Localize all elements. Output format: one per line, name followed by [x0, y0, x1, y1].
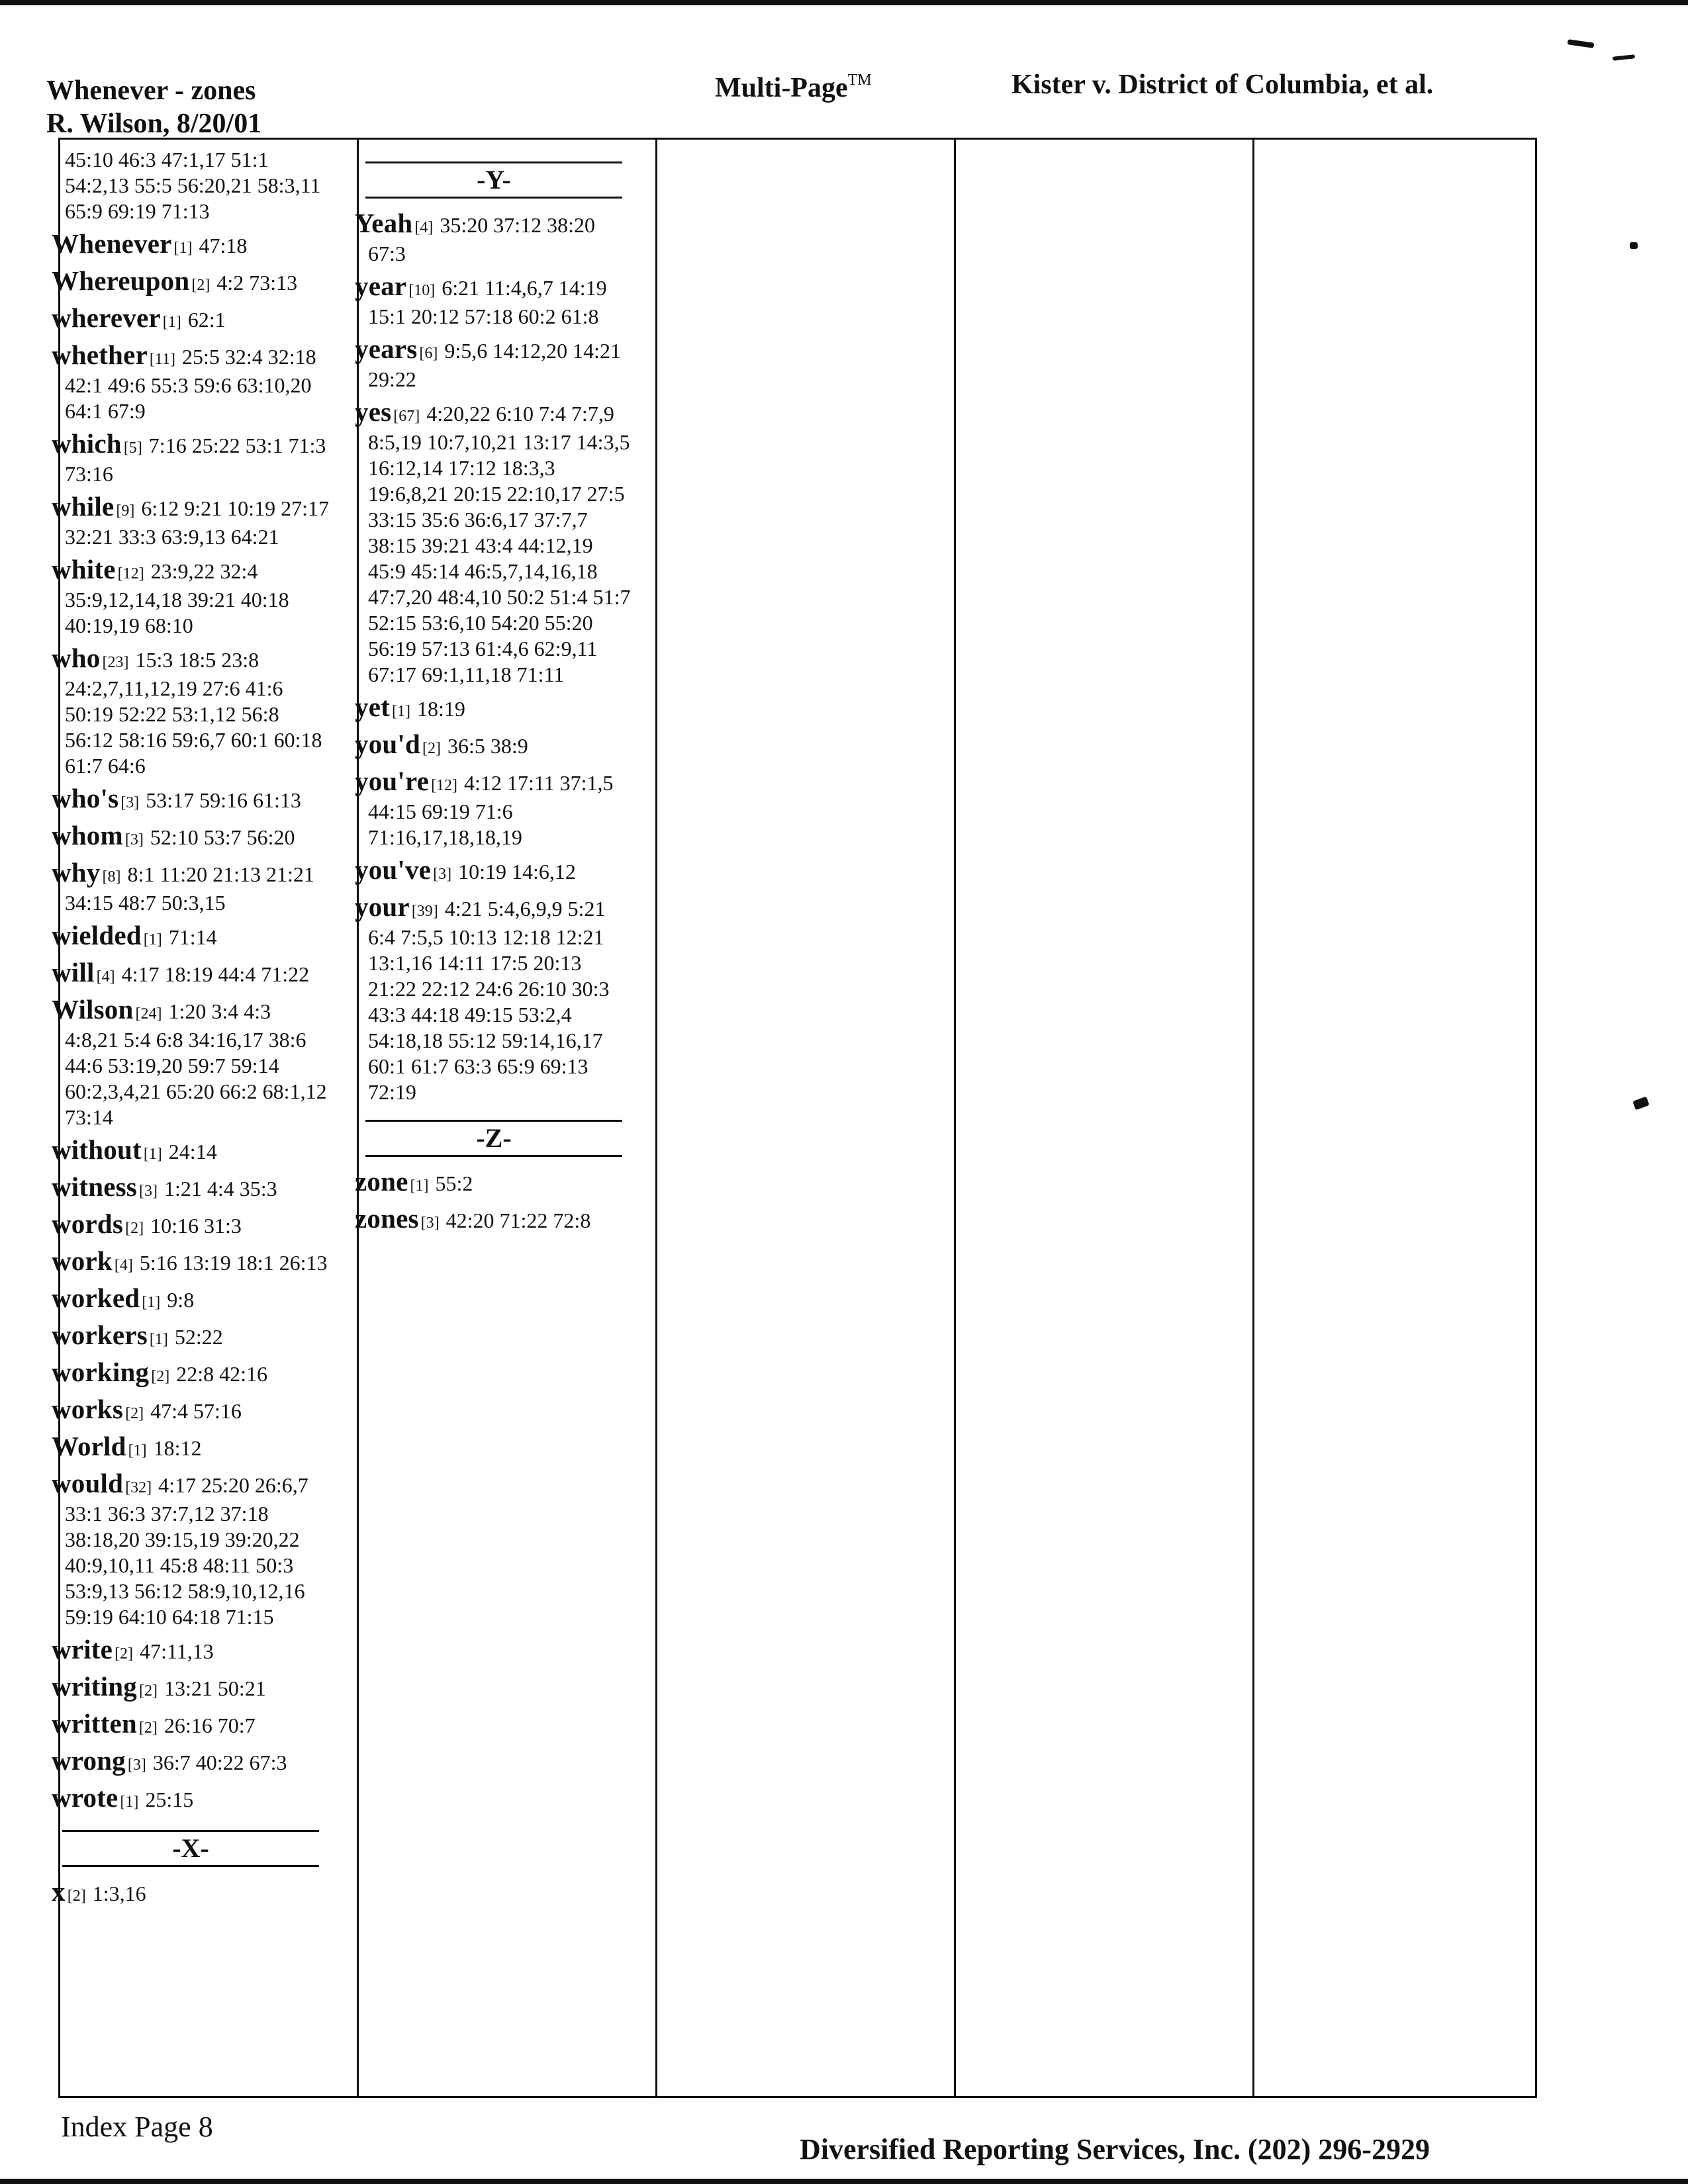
page-line-refs: 25:5 32:4 32:18 42:1 49:6 55:3 59:6 63:10,20 64:1 67:9 [65, 345, 316, 423]
occurrence-count: [4] [114, 1257, 133, 1274]
column-divider [1252, 138, 1254, 2098]
index-term: who's [52, 783, 119, 813]
index-page-number: Index Page 8 [61, 2111, 213, 2143]
index-entry [355, 1203, 633, 1236]
index-entry [52, 857, 330, 916]
index-entry [52, 1359, 330, 1390]
occurrence-count: [1] [120, 1794, 139, 1811]
occurrence-count: [1] [143, 1146, 162, 1163]
index-entry [355, 731, 633, 762]
page-line-refs: 4:21 5:4,6,9,9 5:21 6:4 7:5,5 10:13 12:18 12:21 13:1,16 14:11 17:5 20:13 21:22 22:12 24:6 26:10 30:3 43:3 44:18 49:15 53:2,4 54:18,18 55:12 59:14,16,17 60:1 61:7 63:3 65:9 69:13 72:19 [368, 897, 610, 1104]
reporting-company: Diversified Reporting Services, Inc. (202) 296-2929 [800, 2133, 1430, 2165]
index-term: wrote [52, 1782, 118, 1813]
scan-speck [1630, 242, 1638, 249]
index-range: Whenever - zones [46, 75, 256, 106]
page-line-refs: 55:2 [435, 1171, 473, 1195]
section-rule [62, 1865, 319, 1867]
index-term: would [52, 1468, 124, 1498]
occurrence-count: [1] [142, 1294, 161, 1311]
page-line-refs: 9:8 [167, 1288, 195, 1312]
occurrence-count: [3] [120, 794, 140, 811]
index-entry [355, 1166, 633, 1199]
index-entry [52, 1782, 330, 1815]
index-term: why [52, 857, 101, 887]
scan-speck [1568, 39, 1595, 48]
index-term: Whereupon [52, 265, 190, 296]
index-term: wherever [52, 302, 161, 333]
scan-top-edge [0, 0, 1688, 5]
index-term: witness [52, 1171, 137, 1202]
index-term: wielded [52, 920, 142, 950]
index-entry [52, 342, 330, 424]
index-term: writing [52, 1671, 137, 1702]
index-entry [355, 854, 633, 887]
index-entry [52, 920, 330, 953]
page-line-refs: 1:21 4:4 35:3 [164, 1177, 277, 1201]
index-term: wrong [52, 1745, 126, 1776]
occurrence-count: [8] [102, 868, 121, 886]
occurrence-count: [1] [391, 703, 410, 720]
index-term: which [52, 428, 122, 459]
occurrence-count: [23] [102, 654, 129, 671]
index-entry [52, 147, 330, 224]
index-entry [52, 491, 330, 550]
index-term: whether [52, 340, 148, 370]
page-line-refs: 36:5 38:9 [447, 734, 528, 758]
section-letter: -Y- [477, 165, 511, 195]
section-divider [62, 1830, 319, 1867]
page-line-refs: 13:21 50:21 [164, 1676, 266, 1700]
index-term: written [52, 1708, 137, 1739]
page-line-refs: 71:14 [168, 925, 217, 949]
occurrence-count: [4] [96, 968, 115, 985]
index-term: Whenever [52, 228, 172, 259]
occurrence-count: [39] [411, 903, 438, 920]
index-entry [52, 1134, 330, 1167]
page-line-refs: 4:12 17:11 37:1,5 44:15 69:19 71:6 71:16,17,18,18,19 [368, 771, 614, 849]
page-line-refs: 24:14 [168, 1140, 217, 1163]
page-line-refs: 62:1 [187, 308, 226, 332]
index-entry [52, 1171, 330, 1205]
index-entry [52, 1208, 330, 1242]
occurrence-count: [2] [138, 1719, 158, 1737]
column-divider [954, 138, 956, 2098]
page-line-refs: 53:17 59:16 61:13 [146, 788, 301, 812]
occurrence-count: [5] [123, 439, 142, 457]
index-term: yet [355, 692, 390, 722]
page-line-refs: 47:11,13 [140, 1639, 214, 1663]
page-line-refs: 4:20,22 6:10 7:4 7:7,9 8:5,19 10:7,10,21 13:17 14:3,5 16:12,14 17:12 18:3,3 19:6,8,21 20:15 22:10,17 27:5 33:15 35:6 36:6,17 37:7,7 38:15 39:21 43:4 44:12,19 45:9 45:14 46:5,7,14,16,18 47:7,20 48:4,10 50:2 51:4 51:7 52:15 53:6,10 54:20 55:20 56:19 57:13 61:4,6 62:9,11 67:17 69:1,11,18 71:11 [368, 402, 631, 686]
occurrence-count: [1] [149, 1331, 168, 1348]
index-entry [52, 1745, 330, 1778]
index-entry [52, 1671, 330, 1704]
page-line-refs: 36:7 40:22 67:3 [152, 1751, 287, 1774]
page-line-refs: 4:17 25:20 26:6,7 33:1 36:3 37:7,12 37:18 38:18,20 39:15,19 39:20,22 40:9,10,11 45:8 48:11 50:3 53:9,13 56:12 58:9,10,12,16 59:19 64:10 64:18 71:15 [65, 1473, 308, 1629]
page-line-refs: 52:10 53:7 56:20 [150, 825, 295, 849]
index-term: white [52, 554, 116, 584]
page-line-refs: 47:4 57:16 [150, 1399, 242, 1423]
page-line-refs: 35:20 37:12 38:20 67:3 [368, 213, 596, 265]
page-line-refs: 22:8 42:16 [176, 1362, 267, 1386]
page-line-refs: 23:9,22 32:4 35:9,12,14,18 39:21 40:18 40:19,19 68:10 [65, 559, 289, 637]
index-entry [52, 1396, 330, 1427]
page-line-refs: 15:3 18:5 23:8 24:2,7,11,12,19 27:6 41:6 50:19 52:22 53:1,12 56:8 56:12 58:16 59:6,7 60:1 60:18 61:7 64:6 [65, 648, 322, 778]
occurrence-count: [4] [414, 219, 434, 236]
index-entry [355, 396, 633, 688]
index-term: working [52, 1357, 150, 1387]
index-column-1 [52, 147, 330, 1916]
deponent-date: R. Wilson, 8/20/01 [46, 109, 262, 139]
index-entry [52, 994, 330, 1130]
index-entry [52, 554, 330, 639]
index-term: worked [52, 1283, 140, 1313]
column-divider [655, 138, 657, 2098]
page-line-refs: 42:20 71:22 72:8 [445, 1208, 591, 1232]
index-term: works [52, 1394, 124, 1424]
occurrence-count: [2] [125, 1405, 144, 1422]
page-line-refs: 18:19 [416, 697, 465, 721]
index-term: will [52, 957, 95, 987]
index-column-2 [355, 147, 633, 1243]
occurrence-count: [12] [431, 777, 458, 794]
case-caption: Kister v. District of Columbia, et al. [1011, 69, 1434, 100]
page-line-refs: 7:16 25:22 53:1 71:3 73:16 [65, 433, 326, 486]
index-term: Yeah [355, 208, 413, 238]
occurrence-count: [1] [162, 314, 181, 331]
index-term: World [52, 1431, 126, 1461]
occurrence-count: [1] [128, 1442, 147, 1459]
index-term: Wilson [52, 994, 134, 1024]
index-term: workers [52, 1320, 148, 1350]
index-term: who [52, 643, 101, 673]
occurrence-count: [12] [117, 565, 144, 582]
index-entry [355, 768, 633, 850]
page-line-refs: 9:5,6 14:12,20 14:21 29:22 [368, 339, 622, 391]
occurrence-count: [3] [433, 866, 452, 883]
section-letter: -Z- [476, 1123, 512, 1153]
index-entry [52, 1433, 330, 1464]
section-rule [365, 197, 622, 199]
page-line-refs: 18:12 [153, 1436, 202, 1460]
index-term: words [52, 1208, 124, 1239]
index-entry [52, 820, 330, 853]
occurrence-count: [2] [151, 1368, 170, 1385]
index-range-header [46, 74, 261, 140]
index-entry [52, 228, 330, 261]
index-term: without [52, 1134, 142, 1165]
index-entry [52, 645, 330, 779]
occurrence-count: [10] [408, 282, 436, 299]
page-line-refs: 25:15 [145, 1788, 194, 1811]
index-entry [52, 1708, 330, 1741]
index-entry [52, 957, 330, 990]
index-term: your [355, 891, 410, 922]
page-line-refs: 26:16 70:7 [164, 1713, 256, 1737]
index-entry [52, 265, 330, 298]
index-term: you'd [355, 729, 420, 759]
index-entry [52, 783, 330, 816]
index-entry [52, 1322, 330, 1353]
index-term: you've [355, 854, 432, 885]
occurrence-count: [1] [410, 1177, 429, 1195]
index-term: year [355, 271, 407, 301]
index-entry [52, 1248, 330, 1279]
occurrence-count: [67] [393, 408, 420, 425]
occurrence-count: [1] [143, 931, 162, 948]
index-entry [52, 1876, 330, 1909]
index-entry [52, 428, 330, 487]
occurrence-count: [24] [135, 1005, 162, 1023]
index-term: yes [355, 396, 392, 427]
occurrence-count: [9] [116, 502, 135, 520]
trademark-mark: TM [847, 71, 872, 89]
occurrence-count: [2] [67, 1888, 86, 1905]
occurrence-count: [2] [422, 740, 441, 757]
occurrence-count: [6] [419, 345, 438, 362]
occurrence-count: [3] [127, 1756, 146, 1774]
page-line-refs: 4:2 73:13 [216, 271, 298, 295]
occurrence-count: [2] [125, 1220, 144, 1237]
index-entry [355, 273, 633, 330]
index-term: work [52, 1246, 113, 1276]
index-term: x [52, 1876, 66, 1907]
page-line-refs: 52:22 [174, 1325, 223, 1349]
index-entry [355, 891, 633, 1105]
index-entry [52, 1468, 330, 1630]
page-line-refs: 5:16 13:19 18:1 26:13 [139, 1251, 328, 1275]
index-entry [52, 1634, 330, 1667]
section-divider [365, 1120, 622, 1157]
page-line-refs: 6:12 9:21 10:19 27:17 32:21 33:3 63:9,13 64:21 [65, 496, 329, 549]
index-entry [52, 302, 330, 336]
scan-bottom-edge [0, 2179, 1688, 2184]
occurrence-count: [32] [125, 1479, 152, 1496]
page-line-refs: 45:10 46:3 47:1,17 51:1 54:2,13 55:5 56:20,21 58:3,11 65:9 69:19 71:13 [65, 148, 321, 223]
index-entry [355, 210, 633, 267]
page-line-refs: 10:19 14:6,12 [458, 860, 576, 884]
multipage-label: Multi-Page [715, 73, 848, 103]
index-entry [52, 1285, 330, 1316]
multipage-title [715, 71, 872, 104]
page-line-refs: 6:21 11:4,6,7 14:19 15:1 20:12 57:18 60:2 61:8 [368, 276, 607, 328]
occurrence-count: [2] [115, 1645, 134, 1662]
index-entry [355, 336, 633, 392]
occurrence-count: [2] [191, 277, 211, 294]
page-line-refs: 1:3,16 [92, 1882, 146, 1905]
page-line-refs: 1:20 3:4 4:3 4:8,21 5:4 6:8 34:16,17 38:6 44:6 53:19,20 59:7 59:14 60:2,3,4,21 65:20 66:2 68:1,12 73:14 [65, 999, 327, 1129]
section-letter: -X- [172, 1833, 209, 1863]
occurrence-count: [3] [420, 1214, 440, 1232]
index-entry [355, 694, 633, 725]
index-term: years [355, 334, 418, 364]
page-line-refs: 8:1 11:20 21:13 21:21 34:15 48:7 50:3,15 [65, 862, 314, 915]
section-divider [365, 161, 622, 199]
index-term: whom [52, 820, 123, 850]
page-line-refs: 10:16 31:3 [150, 1214, 242, 1238]
occurrence-count: [11] [149, 351, 175, 368]
index-term: while [52, 491, 115, 522]
page-line-refs: 4:17 18:19 44:4 71:22 [121, 962, 310, 986]
page-line-refs: 47:18 [199, 234, 248, 257]
index-term: zones [355, 1203, 419, 1234]
index-term: you're [355, 766, 430, 796]
occurrence-count: [3] [124, 831, 144, 848]
occurrence-count: [1] [173, 240, 193, 257]
index-term: write [52, 1634, 113, 1664]
occurrence-count: [2] [138, 1682, 158, 1700]
occurrence-count: [3] [138, 1183, 158, 1200]
scan-speck [1613, 54, 1635, 61]
index-term: zone [355, 1166, 408, 1197]
section-rule [365, 1155, 622, 1157]
scan-speck [1632, 1097, 1649, 1111]
